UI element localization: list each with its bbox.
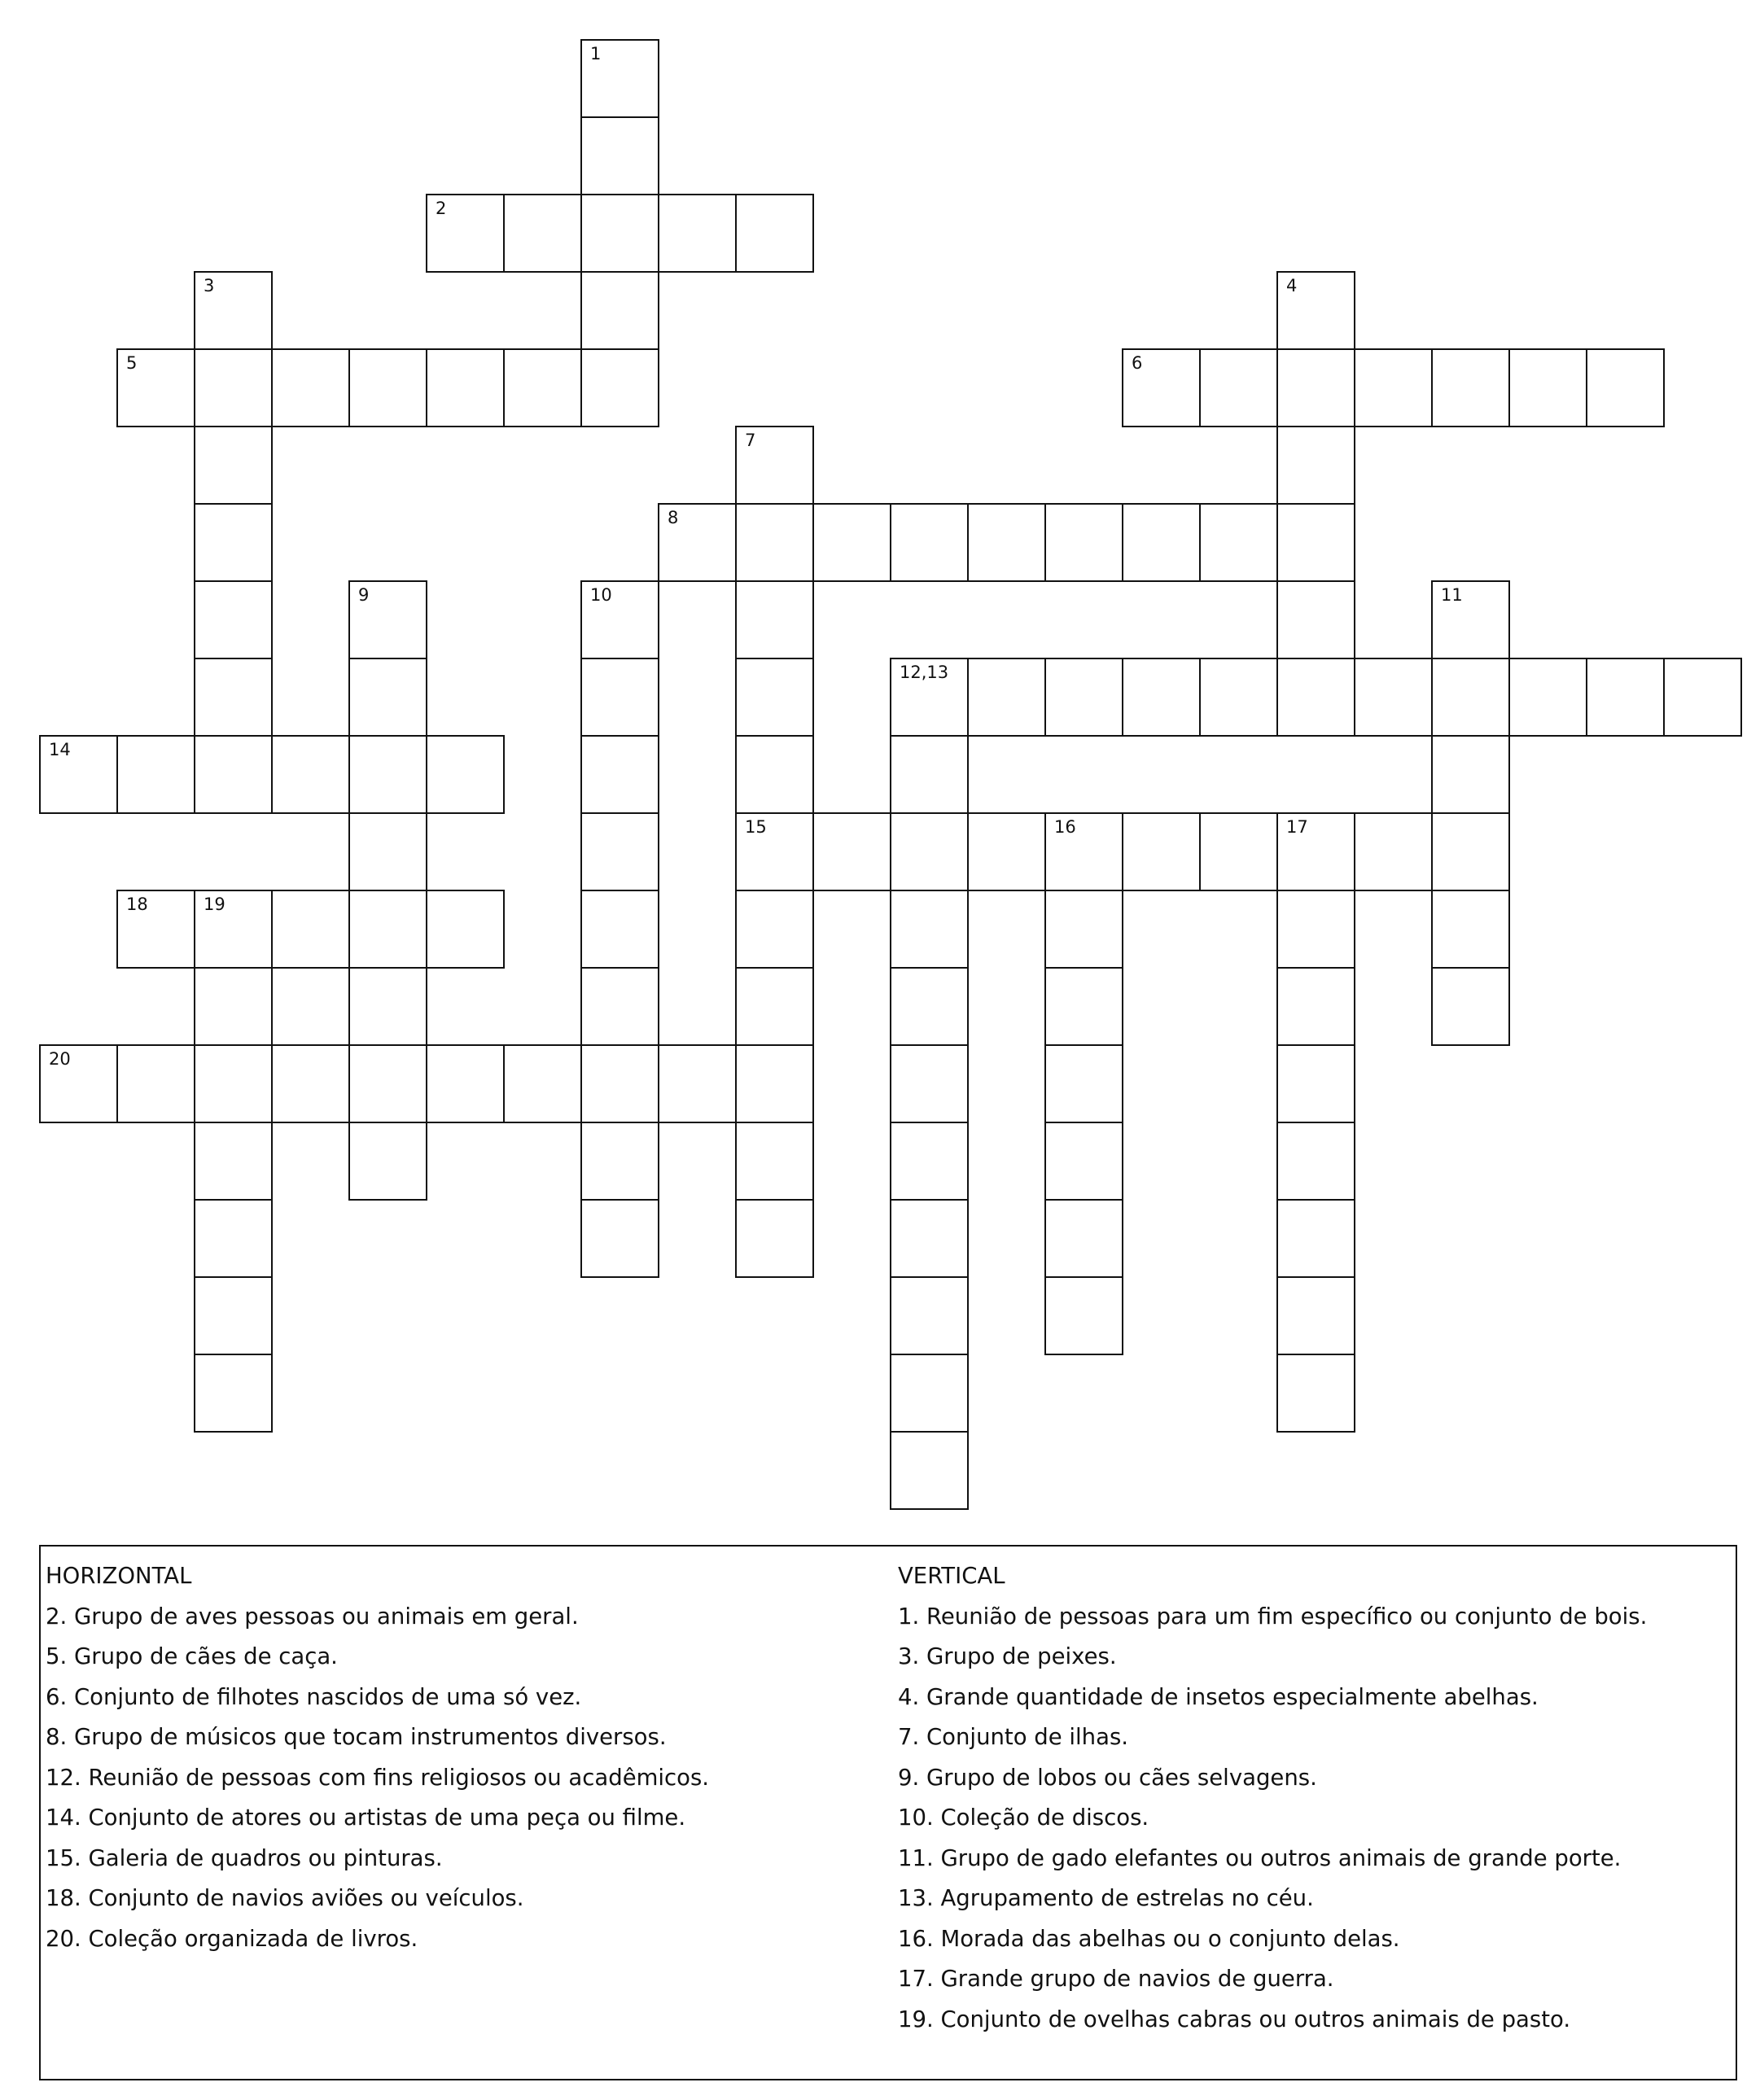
crossword-cell[interactable] xyxy=(194,426,273,505)
crossword-cell[interactable] xyxy=(348,967,427,1046)
horizontal-clue: 18. Conjunto de navios aviões ou veículos. xyxy=(46,1885,524,1911)
crossword-cell[interactable] xyxy=(1122,348,1201,427)
crossword-cell[interactable] xyxy=(580,1044,659,1123)
crossword-cell[interactable] xyxy=(426,348,505,427)
crossword-cell[interactable] xyxy=(890,1199,969,1278)
crossword-cell[interactable] xyxy=(658,194,737,273)
crossword-cell[interactable] xyxy=(116,890,195,969)
crossword-cell[interactable] xyxy=(1122,503,1201,582)
crossword-cell[interactable] xyxy=(1044,658,1123,737)
crossword-cell[interactable] xyxy=(348,1044,427,1123)
vertical-clue: 17. Grande grupo de navios de guerra. xyxy=(898,1966,1334,1992)
crossword-cell[interactable] xyxy=(194,271,273,350)
crossword-cell[interactable] xyxy=(580,348,659,427)
crossword-cell[interactable] xyxy=(735,658,814,737)
crossword-cell[interactable] xyxy=(735,735,814,814)
crossword-cell[interactable] xyxy=(812,503,891,582)
crossword-cell[interactable] xyxy=(1431,735,1510,814)
crossword-cell[interactable] xyxy=(1122,812,1201,891)
cell-number: 20 xyxy=(49,1049,71,1069)
cell-number: 18 xyxy=(126,895,148,914)
crossword-cell[interactable] xyxy=(1199,503,1278,582)
crossword-cell[interactable] xyxy=(1431,890,1510,969)
crossword-cell[interactable] xyxy=(1044,1199,1123,1278)
crossword-cell[interactable] xyxy=(1044,1122,1123,1201)
crossword-cell[interactable] xyxy=(1276,967,1355,1046)
cell-number: 2 xyxy=(436,199,447,218)
crossword-cell[interactable] xyxy=(116,1044,195,1123)
horizontal-clue-list xyxy=(46,1597,709,1960)
horizontal-clue: 14. Conjunto de atores ou artistas de uma peça ou filme. xyxy=(46,1805,686,1831)
crossword-cell[interactable] xyxy=(1276,348,1355,427)
crossword-cell[interactable] xyxy=(735,194,814,273)
crossword-cell[interactable] xyxy=(426,890,505,969)
crossword-cell[interactable] xyxy=(890,1122,969,1201)
crossword-cell[interactable] xyxy=(1276,503,1355,582)
crossword-cell[interactable] xyxy=(348,890,427,969)
crossword-cell[interactable] xyxy=(194,1276,273,1355)
crossword-cell[interactable] xyxy=(271,1044,350,1123)
crossword-cell[interactable] xyxy=(116,348,195,427)
crossword-cell[interactable] xyxy=(967,812,1046,891)
crossword-cell[interactable] xyxy=(194,658,273,737)
crossword-cell[interactable] xyxy=(735,426,814,505)
crossword-cell[interactable] xyxy=(967,503,1046,582)
crossword-cell[interactable] xyxy=(580,967,659,1046)
crossword-cell[interactable] xyxy=(1044,503,1123,582)
crossword-cell[interactable] xyxy=(735,503,814,582)
crossword-cell[interactable] xyxy=(1044,967,1123,1046)
vertical-clue: 1. Reunião de pessoas para um fim específico ou conjunto de bois. xyxy=(898,1603,1648,1630)
crossword-cell[interactable] xyxy=(1276,1199,1355,1278)
cell-number: 3 xyxy=(204,276,215,295)
crossword-cell[interactable] xyxy=(1586,348,1665,427)
horizontal-clue: 2. Grupo de aves pessoas ou animais em geral. xyxy=(46,1603,579,1630)
horizontal-clue: 6. Conjunto de filhotes nascidos de uma só vez. xyxy=(46,1683,582,1710)
cell-number: 12,13 xyxy=(900,663,949,682)
crossword-cell[interactable] xyxy=(194,348,273,427)
crossword-cell[interactable] xyxy=(1354,348,1433,427)
crossword-cell[interactable] xyxy=(503,348,582,427)
vertical-clue: 7. Conjunto de ilhas. xyxy=(898,1724,1129,1750)
crossword-cell[interactable] xyxy=(348,580,427,659)
horizontal-clue: 5. Grupo de cães de caça. xyxy=(46,1643,338,1669)
crossword-cell[interactable] xyxy=(735,1122,814,1201)
crossword-cell[interactable] xyxy=(1431,967,1510,1046)
vertical-clue: 3. Grupo de peixes. xyxy=(898,1643,1117,1669)
crossword-cell[interactable] xyxy=(580,735,659,814)
crossword-cell[interactable] xyxy=(194,1354,273,1433)
crossword-cell[interactable] xyxy=(1199,658,1278,737)
vertical-clues-heading: VERTICAL xyxy=(898,1563,1005,1589)
cell-number: 10 xyxy=(590,585,612,605)
cell-number: 17 xyxy=(1286,817,1308,837)
crossword-cell[interactable] xyxy=(580,194,659,273)
cell-number: 5 xyxy=(126,353,138,373)
crossword-cell[interactable] xyxy=(580,580,659,659)
crossword-cell[interactable] xyxy=(580,1199,659,1278)
crossword-cell[interactable] xyxy=(1122,658,1201,737)
vertical-clue: 11. Grupo de gado elefantes ou outros animais de grande porte. xyxy=(898,1844,1622,1871)
crossword-cell[interactable] xyxy=(890,1354,969,1433)
crossword-cell[interactable] xyxy=(348,812,427,891)
crossword-cell[interactable] xyxy=(194,580,273,659)
crossword-cell[interactable] xyxy=(194,503,273,582)
crossword-cell[interactable] xyxy=(271,348,350,427)
crossword-cell[interactable] xyxy=(1354,658,1433,737)
crossword-cell[interactable] xyxy=(658,1044,737,1123)
crossword-cell[interactable] xyxy=(735,1199,814,1278)
cell-number: 7 xyxy=(745,431,756,450)
crossword-cell[interactable] xyxy=(1431,812,1510,891)
crossword-cell[interactable] xyxy=(39,1044,118,1123)
crossword-cell[interactable] xyxy=(735,580,814,659)
cell-number: 16 xyxy=(1054,817,1076,837)
crossword-cell[interactable] xyxy=(890,812,969,891)
vertical-clue: 16. Morada das abelhas ou o conjunto delas. xyxy=(898,1925,1400,1952)
horizontal-clue: 15. Galeria de quadros ou pinturas. xyxy=(46,1844,443,1871)
crossword-cell[interactable] xyxy=(1276,812,1355,891)
crossword-cell[interactable] xyxy=(1044,812,1123,891)
crossword-cell[interactable] xyxy=(1586,658,1665,737)
vertical-clue: 19. Conjunto de ovelhas cabras ou outros animais de pasto. xyxy=(898,2006,1571,2032)
crossword-cell[interactable] xyxy=(1276,1044,1355,1123)
vertical-clue-list xyxy=(898,1597,1647,2041)
cell-number: 9 xyxy=(358,585,370,605)
crossword-cell[interactable] xyxy=(580,890,659,969)
crossword-cell[interactable] xyxy=(1044,890,1123,969)
crossword-cell[interactable] xyxy=(1508,348,1587,427)
crossword-cell[interactable] xyxy=(890,1044,969,1123)
crossword-cell[interactable] xyxy=(194,1122,273,1201)
crossword-cell[interactable] xyxy=(426,1044,505,1123)
crossword-cell[interactable] xyxy=(1044,1044,1123,1123)
cell-number: 6 xyxy=(1132,353,1143,373)
crossword-cell[interactable] xyxy=(503,194,582,273)
crossword-cell[interactable] xyxy=(890,890,969,969)
crossword-cell[interactable] xyxy=(271,735,350,814)
crossword-cell[interactable] xyxy=(1276,890,1355,969)
crossword-cell[interactable] xyxy=(580,812,659,891)
vertical-clue: 13. Agrupamento de estrelas no céu. xyxy=(898,1885,1314,1911)
vertical-clue: 4. Grande quantidade de insetos especialmente abelhas. xyxy=(898,1683,1539,1710)
crossword-cell[interactable] xyxy=(812,812,891,891)
clues-panel xyxy=(39,1545,1737,2080)
crossword-cell[interactable] xyxy=(348,1122,427,1201)
crossword-cell[interactable] xyxy=(1276,658,1355,737)
crossword-cell[interactable] xyxy=(1199,348,1278,427)
vertical-clue: 9. Grupo de lobos ou cães selvagens. xyxy=(898,1764,1317,1791)
crossword-cell[interactable] xyxy=(890,967,969,1046)
crossword-cell[interactable] xyxy=(1431,348,1510,427)
crossword-cell[interactable] xyxy=(890,503,969,582)
crossword-cell[interactable] xyxy=(890,1431,969,1510)
crossword-cell[interactable] xyxy=(348,735,427,814)
crossword-cell[interactable] xyxy=(580,658,659,737)
crossword-cell[interactable] xyxy=(503,1044,582,1123)
crossword-cell[interactable] xyxy=(1354,812,1433,891)
crossword-cell[interactable] xyxy=(1431,580,1510,659)
vertical-clues-column xyxy=(898,1556,1647,2040)
crossword-cell[interactable] xyxy=(194,735,273,814)
crossword-cell[interactable] xyxy=(580,116,659,195)
cell-number: 14 xyxy=(49,740,71,759)
crossword-cell[interactable] xyxy=(194,890,273,969)
cell-number: 19 xyxy=(204,895,225,914)
cell-number: 8 xyxy=(668,508,679,527)
crossword-cell[interactable] xyxy=(890,658,969,737)
crossword-cell[interactable] xyxy=(39,735,118,814)
crossword-cell[interactable] xyxy=(1663,658,1742,737)
cell-number: 1 xyxy=(590,44,602,63)
vertical-clue: 10. Coleção de discos. xyxy=(898,1805,1149,1831)
crossword-cell[interactable] xyxy=(1508,658,1587,737)
crossword-cell[interactable] xyxy=(1044,1276,1123,1355)
crossword-cell[interactable] xyxy=(890,1276,969,1355)
crossword-cell[interactable] xyxy=(194,967,273,1046)
crossword-cell[interactable] xyxy=(580,271,659,350)
crossword-cell[interactable] xyxy=(967,658,1046,737)
crossword-cell[interactable] xyxy=(194,1199,273,1278)
crossword-cell[interactable] xyxy=(1431,658,1510,737)
crossword-cell[interactable] xyxy=(1199,812,1278,891)
crossword-cell[interactable] xyxy=(1276,1354,1355,1433)
horizontal-clue: 12. Reunião de pessoas com fins religiosos ou acadêmicos. xyxy=(46,1764,710,1791)
cell-number: 11 xyxy=(1441,585,1463,605)
crossword-cell[interactable] xyxy=(1276,580,1355,659)
crossword-cell[interactable] xyxy=(116,735,195,814)
crossword-cell[interactable] xyxy=(735,890,814,969)
crossword-cell[interactable] xyxy=(735,812,814,891)
cell-number: 15 xyxy=(745,817,767,837)
crossword-cell[interactable] xyxy=(735,1044,814,1123)
crossword-cell[interactable] xyxy=(1276,426,1355,505)
crossword-cell[interactable] xyxy=(658,503,737,582)
crossword-cell[interactable] xyxy=(194,1044,273,1123)
crossword-cell[interactable] xyxy=(890,735,969,814)
crossword-cell[interactable] xyxy=(426,735,505,814)
crossword-cell[interactable] xyxy=(735,967,814,1046)
crossword-cell[interactable] xyxy=(348,658,427,737)
crossword-cell[interactable] xyxy=(426,194,505,273)
horizontal-clues-column xyxy=(46,1556,709,1959)
cell-number: 4 xyxy=(1286,276,1298,295)
crossword-cell[interactable] xyxy=(1276,1122,1355,1201)
crossword-cell[interactable] xyxy=(271,890,350,969)
crossword-cell[interactable] xyxy=(1276,271,1355,350)
horizontal-clues-heading: HORIZONTAL xyxy=(46,1563,192,1589)
horizontal-clue: 20. Coleção organizada de livros. xyxy=(46,1925,418,1952)
crossword-cell[interactable] xyxy=(1276,1276,1355,1355)
crossword-cell[interactable] xyxy=(348,348,427,427)
horizontal-clue: 8. Grupo de músicos que tocam instrumentos diversos. xyxy=(46,1724,667,1750)
crossword-cell[interactable] xyxy=(580,1122,659,1201)
crossword-cell[interactable] xyxy=(580,39,659,118)
